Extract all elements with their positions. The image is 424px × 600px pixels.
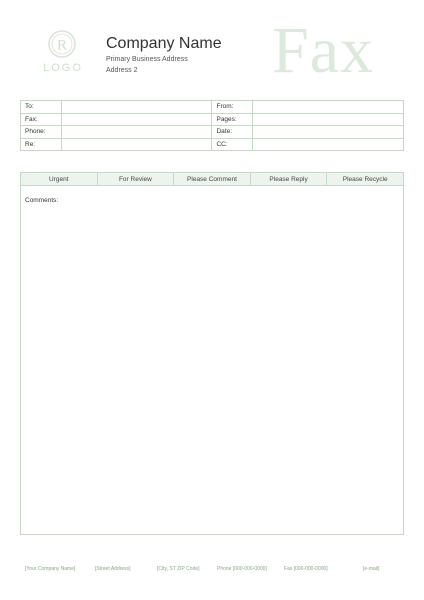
- footer-street: [Street Address]: [95, 566, 131, 572]
- re-field[interactable]: [61, 138, 212, 151]
- footer-company: [Your Company Name]: [25, 566, 76, 572]
- address-line-2: Address 2: [106, 67, 138, 74]
- pages-field[interactable]: [253, 113, 404, 126]
- footer-phone: Phone [000-000-0000]: [217, 566, 267, 572]
- svg-text:R: R: [56, 37, 68, 54]
- info-row-phone: [21, 126, 404, 139]
- checkbox-bar: [20, 172, 404, 186]
- date-label: Date:: [212, 126, 253, 139]
- phone-field[interactable]: [61, 126, 212, 139]
- header-info-table: [20, 100, 404, 151]
- footer-fax: Fax [000-000-0000]: [284, 566, 328, 572]
- urgent-option[interactable]: Urgent: [49, 176, 69, 183]
- to-field[interactable]: [61, 101, 212, 114]
- please-comment-option[interactable]: Please Comment: [173, 173, 250, 185]
- cc-label: CC:: [212, 138, 253, 151]
- info-row-fax: [21, 113, 404, 126]
- phone-label: Phone:: [21, 126, 62, 139]
- fax-field[interactable]: [61, 113, 212, 126]
- logo-text: LOGO: [43, 62, 83, 74]
- from-field[interactable]: [253, 101, 404, 114]
- please-recycle-option[interactable]: Please Recycle: [326, 173, 403, 185]
- address-line-1: Primary Business Address: [106, 56, 188, 63]
- cc-field[interactable]: [253, 138, 404, 151]
- re-label: Re:: [21, 138, 62, 151]
- pages-label: Pages:: [212, 113, 253, 126]
- comments-area[interactable]: [20, 185, 404, 535]
- fax-watermark-title: Fax: [272, 14, 374, 87]
- to-label: To:: [21, 101, 62, 114]
- from-label: From:: [212, 101, 253, 114]
- please-reply-option[interactable]: Please Reply: [250, 173, 327, 185]
- fax-label: Fax:: [21, 113, 62, 126]
- info-row-to: [21, 101, 404, 114]
- date-field[interactable]: [253, 126, 404, 139]
- company-name: Company Name: [106, 35, 222, 52]
- footer-email: [e-mail]: [363, 566, 380, 572]
- logo: [38, 28, 88, 80]
- info-row-re: [21, 138, 404, 151]
- comments-label: Comments:: [25, 197, 59, 204]
- for-review-option[interactable]: For Review: [97, 173, 174, 185]
- registered-trademark-icon: [38, 28, 88, 64]
- footer-city: [City, ST ZIP Code]: [157, 566, 200, 572]
